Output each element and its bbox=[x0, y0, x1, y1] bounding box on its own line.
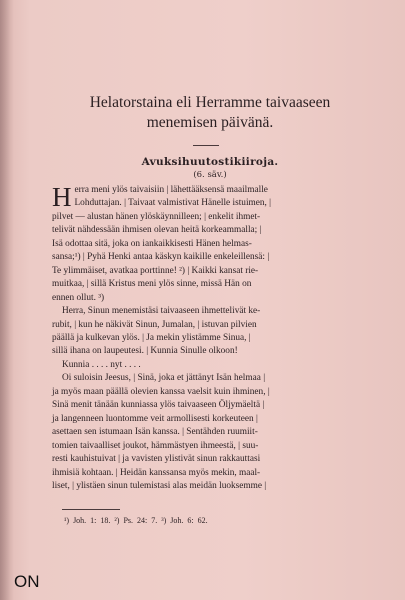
footnotes: ¹) Joh. 1: 18. ²) Ps. 24: 7. ³) Joh. 6: 62. bbox=[64, 516, 208, 525]
text-line: erra meni ylös taivaisiin | lähettääksensä maailmalle bbox=[74, 185, 268, 195]
drop-cap: H bbox=[52, 182, 72, 212]
text-line: rubit, | kun he näkivät Sinun, Jumalan, | istuvan pilvien bbox=[52, 319, 257, 330]
text-line: ja langenneen luontomme veit armollisesti korkeuteen | bbox=[52, 413, 258, 424]
text-line: telivät nähdessään ihmisen olevan heitä korkeammalla; | bbox=[52, 225, 262, 236]
text-line: muitkaa, | sillä Kristus meni ylös sinne, missä Hän on bbox=[52, 279, 252, 290]
text-line: pilvet — alustan hänen ylöskäynnilleen; | enkelit ihmet- bbox=[52, 211, 261, 222]
title-line-2: menemisen päivänä. bbox=[146, 114, 274, 131]
footnote-divider bbox=[62, 509, 120, 510]
text-line: ja myös maan päällä olevien kanssa vaelsit kuin ihminen, | bbox=[52, 386, 270, 397]
text-line: tomien taivaalliset joukot, hämmästyen ihmeestä, | suu- bbox=[52, 440, 259, 451]
body-text bbox=[52, 184, 364, 493]
text-line: Lohduttajan. | Taivaat valmistivat Hänelle istuimen, | bbox=[74, 198, 272, 209]
text-line: resti kauhistuivat | ja vavisten ylistivät sinun rakkauttasi bbox=[52, 454, 261, 465]
page-spine-shadow bbox=[0, 0, 14, 600]
text-line: Kunnia . . . . nyt . . . . bbox=[62, 359, 141, 370]
text-line: Oi suloisin Jeesus, | Sinä, joka et jättänyt Isän helmaa | bbox=[62, 373, 266, 384]
text-line: ennen ollut. ³) bbox=[52, 292, 105, 303]
text-line: päällä ja kulkevan ylös. | Ja mekin ylistämme Sinua, | bbox=[52, 332, 251, 343]
text-line: ihmisiä kohtaan. | Heidän kanssansa myös mekin, maal- bbox=[52, 467, 261, 478]
title-line-1: Helatorstaina eli Herramme taivaaseen bbox=[89, 94, 331, 111]
page-title bbox=[40, 93, 380, 133]
text-line: Te ylimmäiset, avatkaa porttinne! ²) | Kaikki kansat rie- bbox=[52, 265, 259, 276]
section-heading: Avuksihuutostikiiroja. bbox=[141, 156, 279, 168]
text-line: sillä ihana on laupeutesi. | Kunnia Sinulle olkoon! bbox=[52, 346, 238, 357]
text-line: asettaen sen istumaan Isän kanssa. | Sentähden ruumiit- bbox=[52, 427, 258, 438]
corner-stamp: ON bbox=[14, 572, 40, 591]
section-subheading: (6. säv.) bbox=[193, 170, 227, 180]
text-line: Sinä menit tänään kunniassa ylös taivaaseen Öljymäeltä | bbox=[52, 400, 265, 411]
title-divider bbox=[193, 145, 219, 146]
text-line: sansa;¹) | Pyhä Henki antaa käskyn kaikille enkeleillensä: | bbox=[52, 252, 270, 263]
text-line: Herra, Sinun menemistäsi taivaaseen ihmettelivät ke- bbox=[62, 306, 261, 317]
text-line: liset, | ylistäen sinun tulemistasi alas meidän luoksemme | bbox=[52, 480, 267, 491]
text-line: Isä odottaa sitä, joka on iankaikkisesti Hänen helmas- bbox=[52, 238, 252, 249]
